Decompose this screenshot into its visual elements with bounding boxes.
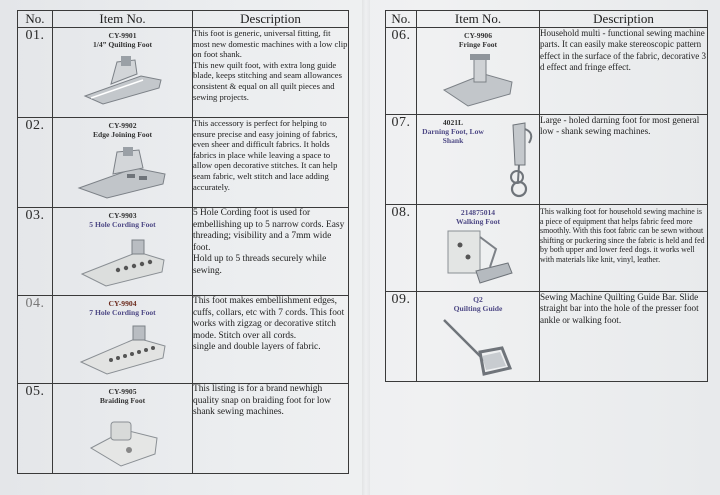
row-number: 02. [18, 118, 53, 208]
item-code: Q2 [473, 295, 483, 304]
darning-foot-icon [503, 119, 537, 199]
item-name: Fringe Foot [458, 40, 498, 49]
row-number: 04. [18, 296, 53, 384]
edge-joining-presser-foot-icon [77, 144, 169, 200]
item-description: Sewing Machine Quilting Guide Bar. Slide straight bar into the hole of the presser foot ankle or walking foot. [540, 292, 708, 382]
item-name: Braiding Foot [99, 396, 146, 405]
table-row [386, 28, 708, 115]
table-row [386, 115, 708, 205]
table-row [18, 384, 349, 474]
item-description: This foot is generic, universal fitting, fit most new domestic machines with a low clip on foot shank. This new quilt foot, with extra long guide blade, keeps stitching and seam allowances consistent & equal on all quilt pieces and sewing projects. [193, 28, 349, 118]
row-number: 08. [386, 205, 417, 292]
quilting-presser-foot-icon [81, 54, 165, 106]
braiding-foot-icon [85, 412, 161, 468]
table-row [386, 292, 708, 382]
item-code: CY-9901 [108, 31, 137, 40]
item-code: CY-9905 [108, 387, 137, 396]
header-item-no: Item No. [53, 11, 193, 28]
walking-foot-icon [440, 227, 516, 289]
header-no: No. [386, 11, 417, 28]
item-code: CY-9906 [464, 31, 492, 40]
header-description: Description [193, 11, 349, 28]
item-cell [417, 292, 540, 382]
right-catalog-table [385, 10, 708, 382]
item-code: 4021L [442, 118, 464, 127]
item-name: Edge Joining Foot [92, 130, 153, 139]
table-row [18, 208, 349, 296]
row-number: 03. [18, 208, 53, 296]
seven-hole-cording-foot-icon [77, 322, 169, 376]
row-number: 07. [386, 115, 417, 205]
row-number: 09. [386, 292, 417, 382]
item-cell [53, 296, 193, 384]
item-cell [417, 28, 540, 115]
header-description: Description [540, 11, 708, 28]
item-name: 5 Hole Cording Foot [89, 220, 156, 229]
item-name: Quilting Guide [453, 304, 503, 313]
fringe-foot-icon [440, 52, 516, 108]
row-number: 05. [18, 384, 53, 474]
item-cell [53, 118, 193, 208]
row-number: 01. [18, 28, 53, 118]
table-header-row [386, 11, 708, 28]
item-code: 214875014 [460, 208, 496, 217]
left-catalog-table [17, 10, 349, 474]
table-row [386, 205, 708, 292]
item-name: Darning Foot, Low Shank [422, 127, 484, 145]
item-description: This walking foot for household sewing machine is a piece of equipment that helps fabric feed more smoothly. With this foot fabric can be sewn without shifting or puckering since the fabric is held and fed by both upper and lower feed dogs. it works well with materials like knit, vinyl, leather. [540, 205, 708, 292]
table-row [18, 296, 349, 384]
item-cell [417, 205, 540, 292]
page-fold [362, 0, 370, 495]
quilting-guide-bar-icon [436, 316, 520, 378]
item-cell [417, 115, 540, 205]
row-number: 06. [386, 28, 417, 115]
five-hole-cording-foot-icon [78, 234, 168, 288]
item-code: CY-9902 [108, 121, 137, 130]
table-row [18, 28, 349, 118]
item-cell [53, 208, 193, 296]
item-description: 5 Hole Cording foot is used for embellishing up to 5 narrow cords. Easy threading; visibility and a 7mm wide foot. Hold up to 5 threads securely while sewing. [193, 208, 349, 296]
item-description: This accessory is perfect for helping to ensure precise and easy joining of fabrics, even sheer and difficult fabrics. It holds fabrics in place while leaving a space to allow open decorative stitches. It can help seam fabric, welt stitch and lace adding accurately. [193, 118, 349, 208]
table-row [18, 118, 349, 208]
item-description: Household multi - functional sewing machine parts. It can easily make stereoscopic pattern effect in the surface of the fabric, decorative 3 d effect and fringe effect. [540, 28, 708, 115]
item-code: CY-9904 [108, 299, 137, 308]
item-description: This listing is for a brand newhigh quality snap on braiding foot for low shank sewing machines. [193, 384, 349, 474]
item-code: CY-9903 [108, 211, 137, 220]
header-item-no: Item No. [417, 11, 540, 28]
item-description: This foot makes embellishment edges, cuffs, collars, etc with 7 cords. This foot works with zigzag or decorative stitch mode. Stitch over all cords. single and double layers of fabric. [193, 296, 349, 384]
table-header-row [18, 11, 349, 28]
header-no: No. [18, 11, 53, 28]
item-name: 7 Hole Cording Foot [89, 308, 156, 317]
item-name: Walking Foot [455, 217, 501, 226]
item-name: 1/4” Quilting Foot [92, 40, 153, 49]
item-cell [53, 28, 193, 118]
item-cell [53, 384, 193, 474]
item-description: Large - holed darning foot for most general low - shank sewing machines. [540, 115, 708, 205]
